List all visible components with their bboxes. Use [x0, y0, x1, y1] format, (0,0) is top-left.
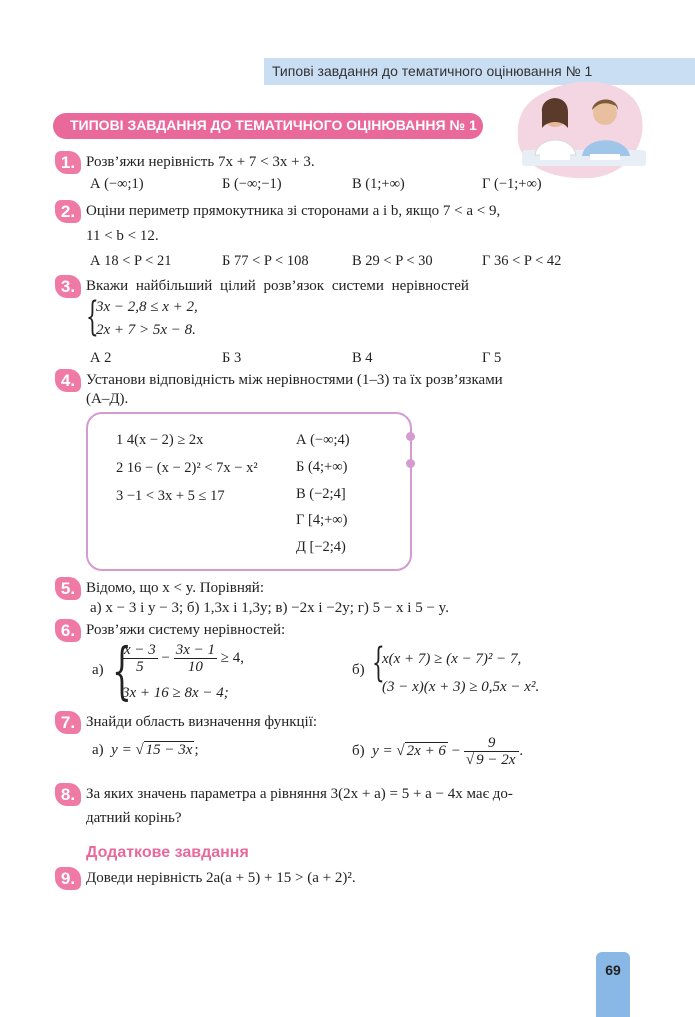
task-number-2: 2. [55, 200, 81, 223]
inequality-1: 1 4(x − 2) ≥ 2x [116, 432, 204, 448]
task-3-option-d: Г 5 [482, 350, 502, 366]
solution-c: В (−2;4] [296, 486, 346, 502]
task-number-8: 8. [55, 783, 81, 806]
task-9-text: Доведи нерівність 2a(a + 5) + 15 > (a + 2)². [86, 870, 356, 886]
page-number: 69 [605, 962, 621, 978]
task-6a-line1: $\frac{x - 3}{5}$ − $\frac{3x - 1}{10}$ ≥ 4, [124, 642, 245, 675]
task-number-7: 7. [55, 711, 81, 734]
task-6b-label: б) [352, 662, 365, 678]
task-3-option-b: Б 3 [222, 350, 242, 366]
task-6a-label: а) [92, 662, 104, 678]
task-1-text: Розв’яжи нерівність 7x + 7 < 3x + 3. [86, 154, 315, 170]
task-number-3: 3. [55, 275, 81, 298]
task-7b: б) y = √ 2x + 6 − $\frac{9}{√ 9 - 2x}$ . [352, 735, 524, 768]
task-3-text: Вкажи найбільший цілий розв’язок системи нерівностей [86, 278, 469, 294]
page-title: ТИПОВІ ЗАВДАННЯ ДО ТЕМАТИЧНОГО ОЦІНЮВАННЯ № 1 [70, 117, 477, 133]
task-number-9: 9. [55, 867, 81, 890]
solution-d: Г [4;+∞) [296, 512, 348, 528]
task-2-option-d: Г 36 < P < 42 [482, 253, 562, 269]
task-6-text: Розв’яжи систему нерівностей: [86, 622, 286, 638]
solution-a: А (−∞;4) [296, 432, 350, 448]
task-1-option-c: В (1;+∞) [352, 176, 405, 192]
system-brace: { [86, 294, 99, 340]
task-3-line2: 2x + 7 > 5x − 8. [96, 322, 196, 338]
task-5-subtasks: а) x − 3 і y − 3; б) 1,3x і 1,3y; в) −2x і −2y; г) 5 − x і 5 − y. [90, 600, 449, 616]
solution-e: Д [−2;4) [296, 539, 346, 555]
task-7a: а) y = √ 15 − 3x ; [92, 742, 199, 758]
box-dot-bottom [406, 459, 415, 468]
task-1-option-a: А (−∞;1) [90, 176, 144, 192]
task-number-6: 6. [55, 619, 81, 642]
task-2-option-b: Б 77 < P < 108 [222, 253, 309, 269]
box-dot-top [406, 432, 415, 441]
inequality-2: 2 16 − (x − 2)² < 7x − x² [116, 460, 258, 476]
task-5-text: Відомо, що x < y. Порівняй: [86, 580, 265, 596]
students-photo [510, 80, 650, 180]
task-8-text-line1: За яких значень параметра a рівняння 3(2x + a) = 5 + a − 4x має до- [86, 786, 513, 802]
inequality-3: 3 −1 < 3x + 5 ≤ 17 [116, 488, 225, 504]
solution-b: Б (4;+∞) [296, 459, 348, 475]
task-2-option-c: В 29 < P < 30 [352, 253, 433, 269]
extra-task-heading: Додаткове завдання [86, 844, 249, 861]
task-number-5: 5. [55, 577, 81, 600]
running-header: Типові завдання до тематичного оцінювання № 1 [272, 63, 593, 79]
task-2-text-line1: Оціни периметр прямокутника зі сторонами a і b, якщо 7 < a < 9, [86, 203, 501, 219]
task-3-option-c: В 4 [352, 350, 373, 366]
task-6b-line1: x(x + 7) ≥ (x − 7)² − 7, [382, 651, 522, 667]
task-6a-line2: 3x + 16 ≥ 8x − 4; [122, 685, 229, 701]
task-4-text-line1: Установи відповідність між нерівностями (1–3) та їх розв’язками [86, 372, 503, 388]
task-2-option-a: А 18 < P < 21 [90, 253, 172, 269]
task-6b-line2: (3 − x)(x + 3) ≥ 0,5x − x². [382, 679, 540, 695]
task-3-option-a: А 2 [90, 350, 112, 366]
task-3-line1: 3x − 2,8 ≤ x + 2, [96, 299, 198, 315]
task-1-option-b: Б (−∞;−1) [222, 176, 282, 192]
task-number-1: 1. [55, 151, 81, 174]
system-brace-6b: { [372, 640, 385, 686]
system-brace-6a: { [112, 634, 132, 707]
task-7-text: Знайди область визначення функції: [86, 714, 318, 730]
task-2-text-line2: 11 < b < 12. [86, 228, 159, 244]
task-number-4: 4. [55, 369, 81, 392]
task-8-text-line2: датний корінь? [86, 810, 182, 826]
task-4-text-line2: (А–Д). [86, 391, 129, 407]
task-1-option-d: Г (−1;+∞) [482, 176, 542, 192]
